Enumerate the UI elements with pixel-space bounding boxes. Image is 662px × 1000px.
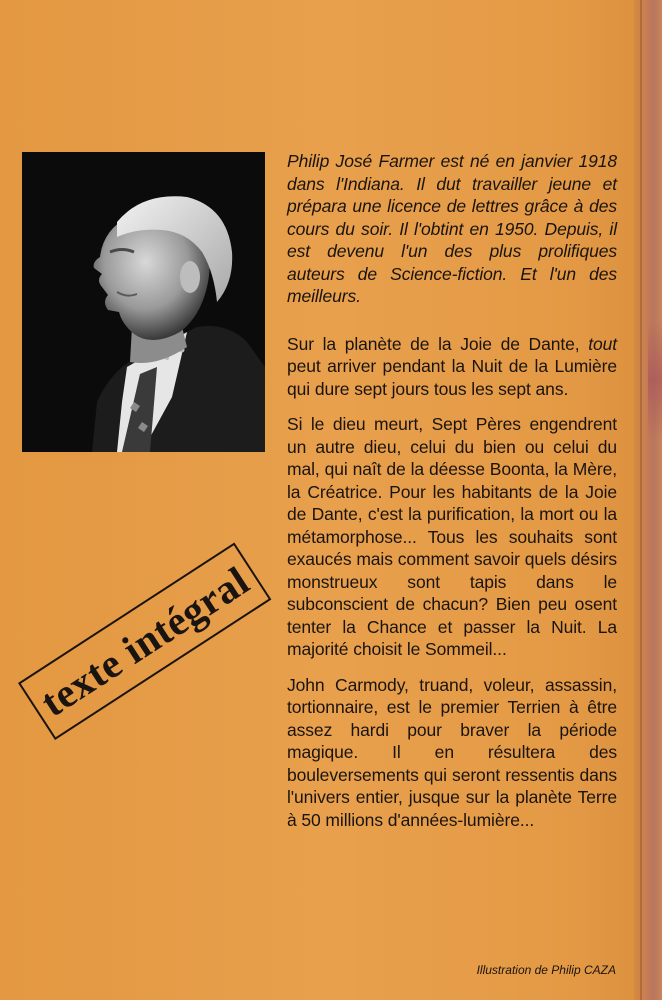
synopsis-paragraph-1 [287,333,617,401]
synopsis-p1-end: peut arriver pendant la Nuit de la Lumière qui dure sept jours tous les sept ans. [287,356,617,399]
synopsis-p1-emphasis: tout [588,333,617,354]
author-photo [22,152,265,452]
synopsis-paragraph-2: Si le dieu meurt, Sept Pères engendrent un autre dieu, celui du bien ou celui du mal, qui naît de la déesse Boonta, la Mère, la Créatrice. Pour les habitants de la Joie de Dante, c'est la purification, la mort ou la métamorphose... Tous les souhaits sont exaucés mais comment savoir quels désirs monstrueux sont tapis dans le subconscient de chacun? Bien peu osent tenter la Chance et passer la Nuit. La majorité choisit le Sommeil... [287,414,617,659]
synopsis-paragraph-3: John Carmody, truand, voleur, assassin, tortionnaire, est le premier Terrien à être assez hardi pour braver la période magique. Il en résultera des bouleversements qui seront ressentis dans l'univers entier, jusque sur la planète Terre à 50 millions d'années-lumière... [287,674,617,830]
author-bio: Philip José Farmer est né en janvier 1918 dans l'Indiana. Il dut travailler jeune et prépara une licence de lettres grâce à des cours du soir. Il l'obtint en 1950. Depuis, il est devenu l'un des plus prolifiques auteurs de Science-fiction. Et l'un des meilleurs. [287,151,617,306]
spine-edge [634,0,662,1000]
synopsis-p1-start: Sur la planète de la Joie de Dante, [287,333,589,354]
back-cover-text [287,150,617,844]
stamp-text: texte intégral [32,557,258,726]
illustration-credit: Illustration de Philip CAZA [476,963,616,977]
